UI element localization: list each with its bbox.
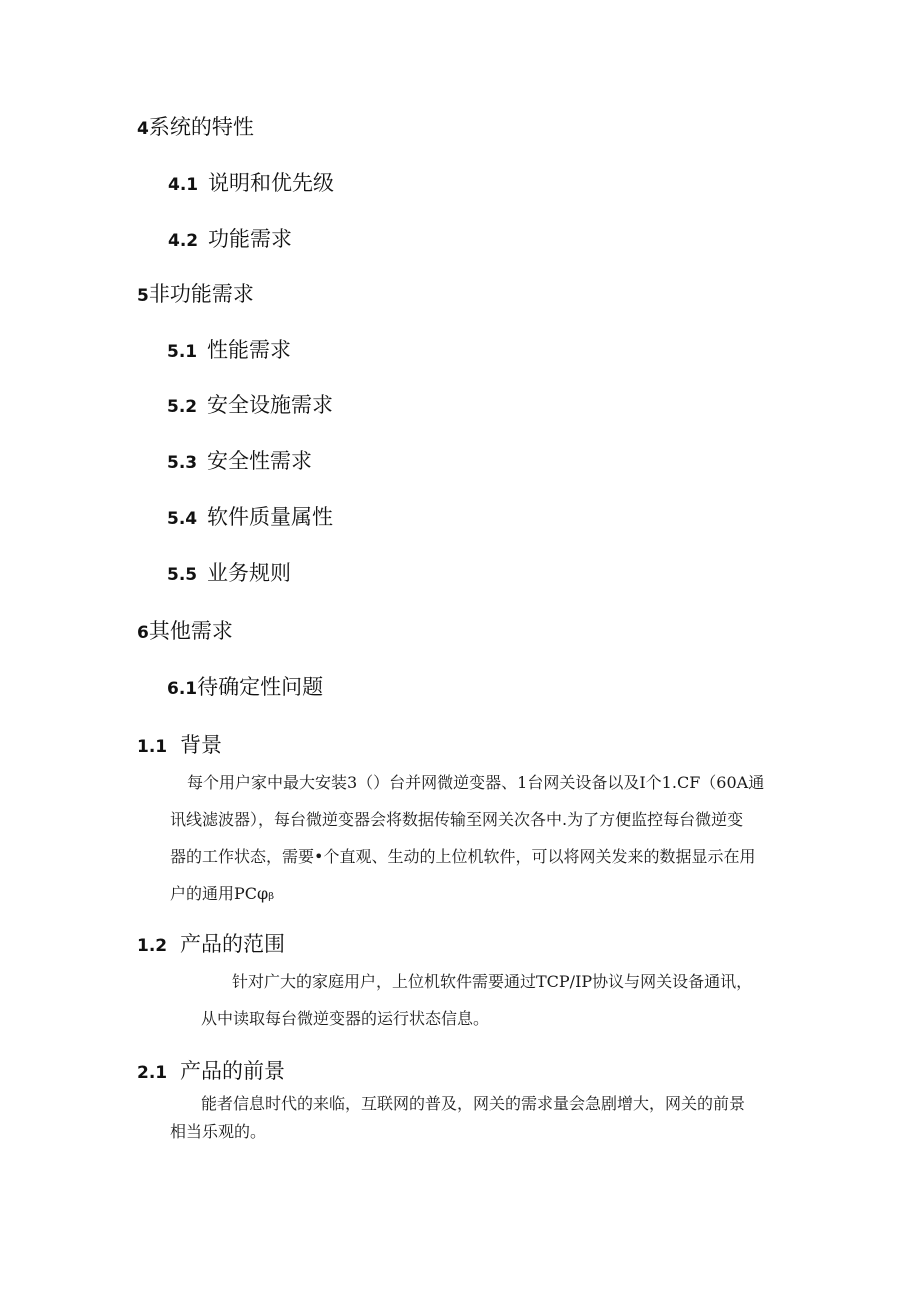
toc-heading-number: 5.4 [167, 509, 198, 529]
toc-heading-4-2 [168, 226, 292, 254]
toc-heading-5 [137, 281, 254, 309]
paragraph-line: 相当乐观的。 [170, 1122, 267, 1141]
section-number: 1.1 [137, 737, 168, 757]
toc-heading-number: 6 [137, 623, 149, 643]
toc-heading-6 [137, 618, 233, 646]
toc-heading-5-4 [167, 504, 333, 532]
toc-heading-title: 安全设施需求 [207, 393, 333, 417]
toc-heading-title: 业务规则 [207, 561, 291, 585]
section-title: 背景 [180, 733, 222, 757]
paragraph-line: 能者信息时代的来临，互联网的普及，网关的需求量会急剧增大，网关的前景 [201, 1094, 746, 1113]
toc-heading-number: 5.1 [167, 342, 198, 362]
toc-heading-5-3 [167, 448, 312, 476]
paragraph-line: 每个用户家中最大安装3（）台并网微逆变器、1台网关设备以及I个1.CF（60A通 [187, 773, 765, 792]
toc-heading-6-1 [167, 674, 323, 702]
section-number: 2.1 [137, 1063, 168, 1083]
paragraph-line: 器的工作状态，需要•个直观、生动的上位机软件，可以将网关发来的数据显示在用 [170, 847, 756, 866]
toc-heading-number: 5.5 [167, 565, 198, 585]
section-paragraph-1-1 [170, 764, 765, 912]
toc-heading-5-2 [167, 392, 333, 420]
toc-heading-title: 功能需求 [208, 227, 292, 251]
toc-heading-5-1 [167, 337, 291, 365]
toc-heading-number: 4.2 [168, 231, 199, 251]
section-heading-2-1 [137, 1058, 285, 1086]
section-heading-1-1 [137, 732, 222, 760]
toc-heading-title: 非功能需求 [148, 282, 254, 306]
section-paragraph-1-2 [201, 963, 753, 1037]
section-heading-1-2 [137, 931, 285, 959]
toc-heading-title: 性能需求 [207, 338, 291, 362]
section-title: 产品的前景 [180, 1059, 285, 1083]
section-number: 1.2 [137, 936, 168, 956]
toc-heading-number: 5.2 [167, 397, 198, 417]
toc-heading-title: 待确定性问题 [197, 675, 324, 699]
paragraph-line: 针对广大的家庭用户，上位机软件需要通过TCP/IP协议与网关设备通讯， [232, 972, 753, 991]
toc-heading-title: 软件质量属性 [207, 505, 333, 529]
paragraph-line: 讯线滤波器），每台微逆变器会将数据传输至网关次各中.为了方便监控每台微逆变 [170, 810, 744, 829]
section-paragraph-2-1 [170, 1090, 746, 1146]
toc-heading-4 [137, 114, 254, 142]
toc-heading-number: 4 [137, 119, 149, 139]
toc-heading-5-5 [167, 560, 291, 588]
paragraph-line: 户的通用PCφᵦ [170, 884, 275, 903]
toc-heading-title: 系统的特性 [148, 115, 254, 139]
toc-heading-number: 4.1 [168, 175, 199, 195]
toc-heading-number: 5 [137, 286, 149, 306]
section-title: 产品的范围 [180, 932, 285, 956]
toc-heading-title: 安全性需求 [207, 449, 312, 473]
toc-heading-title: 说明和优先级 [208, 171, 334, 195]
paragraph-line: 从中读取每台微逆变器的运行状态信息。 [201, 1009, 490, 1028]
toc-heading-title: 其他需求 [148, 619, 233, 643]
toc-heading-number: 5.3 [167, 453, 198, 473]
toc-heading-4-1 [168, 170, 334, 198]
toc-heading-number: 6.1 [167, 679, 198, 699]
